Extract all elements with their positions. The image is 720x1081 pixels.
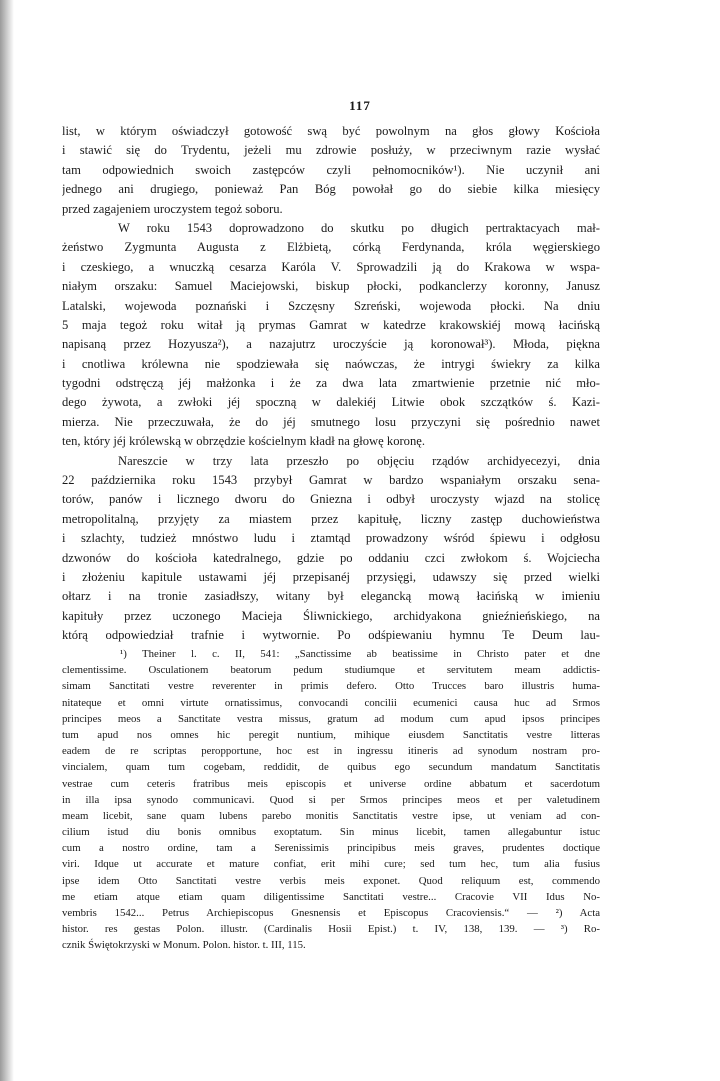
footnote-line: ipse idem Otto Sanctitati vestre verbis meis exponet. Quod reliquum est, commendo bbox=[62, 874, 600, 887]
footnote-line: eadem de re scriptas peropportune, hoc est in ingressu itineris ad synodum nostram pro- bbox=[62, 745, 600, 758]
body-line: dego żywota, a zwłoki jéj spoczną w dalekiéj Litwie obok szczątków ś. Kazi- bbox=[62, 395, 600, 410]
body-line: jednego ani drugiego, ponieważ Pan Bóg powołał go do siebie kilka miesięcy bbox=[62, 182, 600, 197]
body-line: i czeskiego, a wnuczką cesarza Karóla V. Sprowadzili ją do Krakowa w wspa- bbox=[62, 259, 600, 274]
page-number: 117 bbox=[349, 98, 371, 113]
body-line: i cnotliwa królewna nie spodziewała się naówczas, że intrygi świekry za kilka bbox=[62, 356, 600, 371]
body-line: żeństwo Zygmunta Augusta z Elżbietą, córką Ferdynanda, króla węgierskiego bbox=[62, 240, 600, 255]
footnote-line: meam licebit, sane quam lubens parebo monitis Sanctitatis vestre ipse, ut veniam ad con- bbox=[62, 809, 600, 822]
main-text bbox=[62, 122, 600, 646]
body-line: ołtarz i na tronie zasiadłszy, witany był elegancką mową łacińską w imieniu bbox=[62, 589, 600, 604]
body-line: którą odpowiedział trafnie i wytwornie. Po odśpiewaniu hymnu Te Deum lau- bbox=[62, 628, 600, 643]
page-gutter-shadow bbox=[0, 0, 14, 1081]
body-line: 5 maja tegoż roku witał ją prymas Gamrat w katedrze krakowskiéj mową łacińską bbox=[62, 317, 600, 332]
footnote-line: me etiam atque etiam quam diligentissime Sanctitati vestre... Cracovie VII Idus No- bbox=[62, 890, 600, 903]
body-line: i złożeniu kapitule ustawami jéj przepisanéj przysięgi, udawszy się przed wielki bbox=[62, 569, 600, 584]
footnotes bbox=[62, 646, 600, 954]
body-line: tam odpowiednich swoich zastępców czyli pełnomocników¹). Nie uczynił ani bbox=[62, 162, 600, 177]
body-line: przed zagajeniem uroczystem tegoż soboru. bbox=[62, 201, 283, 216]
body-line: kapituły przez uczonego Macieja Śliwnickiego, archidyakona gnieźnieńskiego, na bbox=[62, 608, 600, 623]
body-line: torów, panów i licznego dworu do Gniezna i odbył uroczysty wjazd na stolicę bbox=[62, 492, 600, 507]
footnote-line: histor. res gestas Polon. illustr. (Cardinalis Hosii Epist.) t. IV, 138, 139. — ³) Ro- bbox=[62, 923, 600, 936]
body-line: W roku 1543 doprowadzono do skutku po długich pertraktacyach mał- bbox=[118, 220, 600, 235]
footnote-line: simam Sanctitati vestre reverenter in primis defero. Otto Trucces baro illustris huma- bbox=[62, 680, 600, 693]
body-line: metropolitalną, przyjęty za miastem przez kapitułę, liczny zastęp duchowieństwa bbox=[62, 511, 600, 526]
footnote-line: vembris 1542... Petrus Archiepiscopus Gnesnensis et Episcopus Cracoviensis.“ — ²) Acta bbox=[62, 907, 600, 919]
footnote-line: vincialem, quam tum cogebam, reddidit, de quibus ego secundum mandatum Sanctitatis bbox=[62, 761, 600, 774]
footnote-line: cum a nostro ordine, tam a Serenissimis principibus meis graves, prudentes doctique bbox=[62, 842, 600, 855]
footnote-line: clementissime. Osculationem beatorum pedum studiumque et servitutem meam addictis- bbox=[62, 664, 600, 677]
body-line: list, w którym oświadczył gotowość swą być powolnym na głos głowy Kościoła bbox=[62, 124, 600, 138]
body-line: Nareszcie w trzy lata przeszło po objęciu rządów archidyecezyi, dnia bbox=[118, 453, 600, 468]
footnote-line: cilium istud diu bonis omnibus exoptatum. Sin minus licebit, tamen allegabuntur istuc bbox=[62, 826, 600, 839]
body-line: i szlachty, tudzież mnóstwo ludu i ztamtąd prowadzony wśród śpiewu i odgłosu bbox=[62, 531, 600, 546]
body-line: napisaną przez Hozyusza²), a nazajutrz uroczyście ją koronował³). Młoda, piękna bbox=[62, 337, 600, 352]
footnote-line: viri. Idque ut accurate et mature confiat, erit mihi cure; sed tum hec, tum alia fusius bbox=[62, 858, 600, 871]
body-line: ten, który jéj królewską w obrzędzie kościelnym kładł na głowę koronę. bbox=[62, 434, 426, 449]
footnote-line: principes meos a Sanctitate vestra missus, gratum ad modum cum apud ipsos principes bbox=[62, 712, 600, 725]
body-line: dzwonów do kościoła katedralnego, gdzie po oddaniu czci zwłokom ś. Wojciecha bbox=[62, 550, 600, 565]
footnote-line: nitateque et omni virtute ornatissimus, convocandi concilii ecumenici causa huc ad Srmos bbox=[62, 696, 600, 709]
body-line: Latalski, wojewoda poznański i Szczęsny Szreński, wojewoda płocki. Na dniu bbox=[62, 298, 600, 313]
footnote-line: in illa ipsa synodo communicavi. Quod si per Srmos principes meos et per valetudinem bbox=[62, 793, 600, 806]
footnote-line: tum apud nos omnes hic peregit nuntium, mihique eiusdem Sanctitatis vestre litteras bbox=[62, 728, 600, 741]
body-line: mierza. Nie przeczuwała, że do jéj smutnego losu przyczyni się pośrednio nawet bbox=[62, 414, 600, 429]
footnote-line: ¹) Theiner l. c. II, 541: „Sanctissime ab beatissime in Christo pater et dne bbox=[120, 648, 600, 660]
footnote-line: cznik Świętokrzyski w Monum. Polon. histor. t. III, 115. bbox=[62, 939, 306, 952]
body-line: i stawić się do Trydentu, jeżeli mu zdrowie posłuży, w przeciwnym razie wysłać bbox=[62, 143, 600, 158]
body-line: niałym orszaku: Samuel Maciejowski, biskup płocki, podkanclerzy koronny, Janusz bbox=[62, 279, 600, 294]
body-line: 22 października roku 1543 przybył Gamrat w bardzo wspaniałym orszaku sena- bbox=[62, 473, 600, 488]
body-line: tygodni odstręczą jéj małżonka i że za dwa lata zmartwienie przetnie nić mło- bbox=[62, 376, 600, 391]
footnote-line: vestrae cum ceteris fratribus meis episcopis et universe ordine abbatum et sacerdotum bbox=[62, 777, 600, 790]
